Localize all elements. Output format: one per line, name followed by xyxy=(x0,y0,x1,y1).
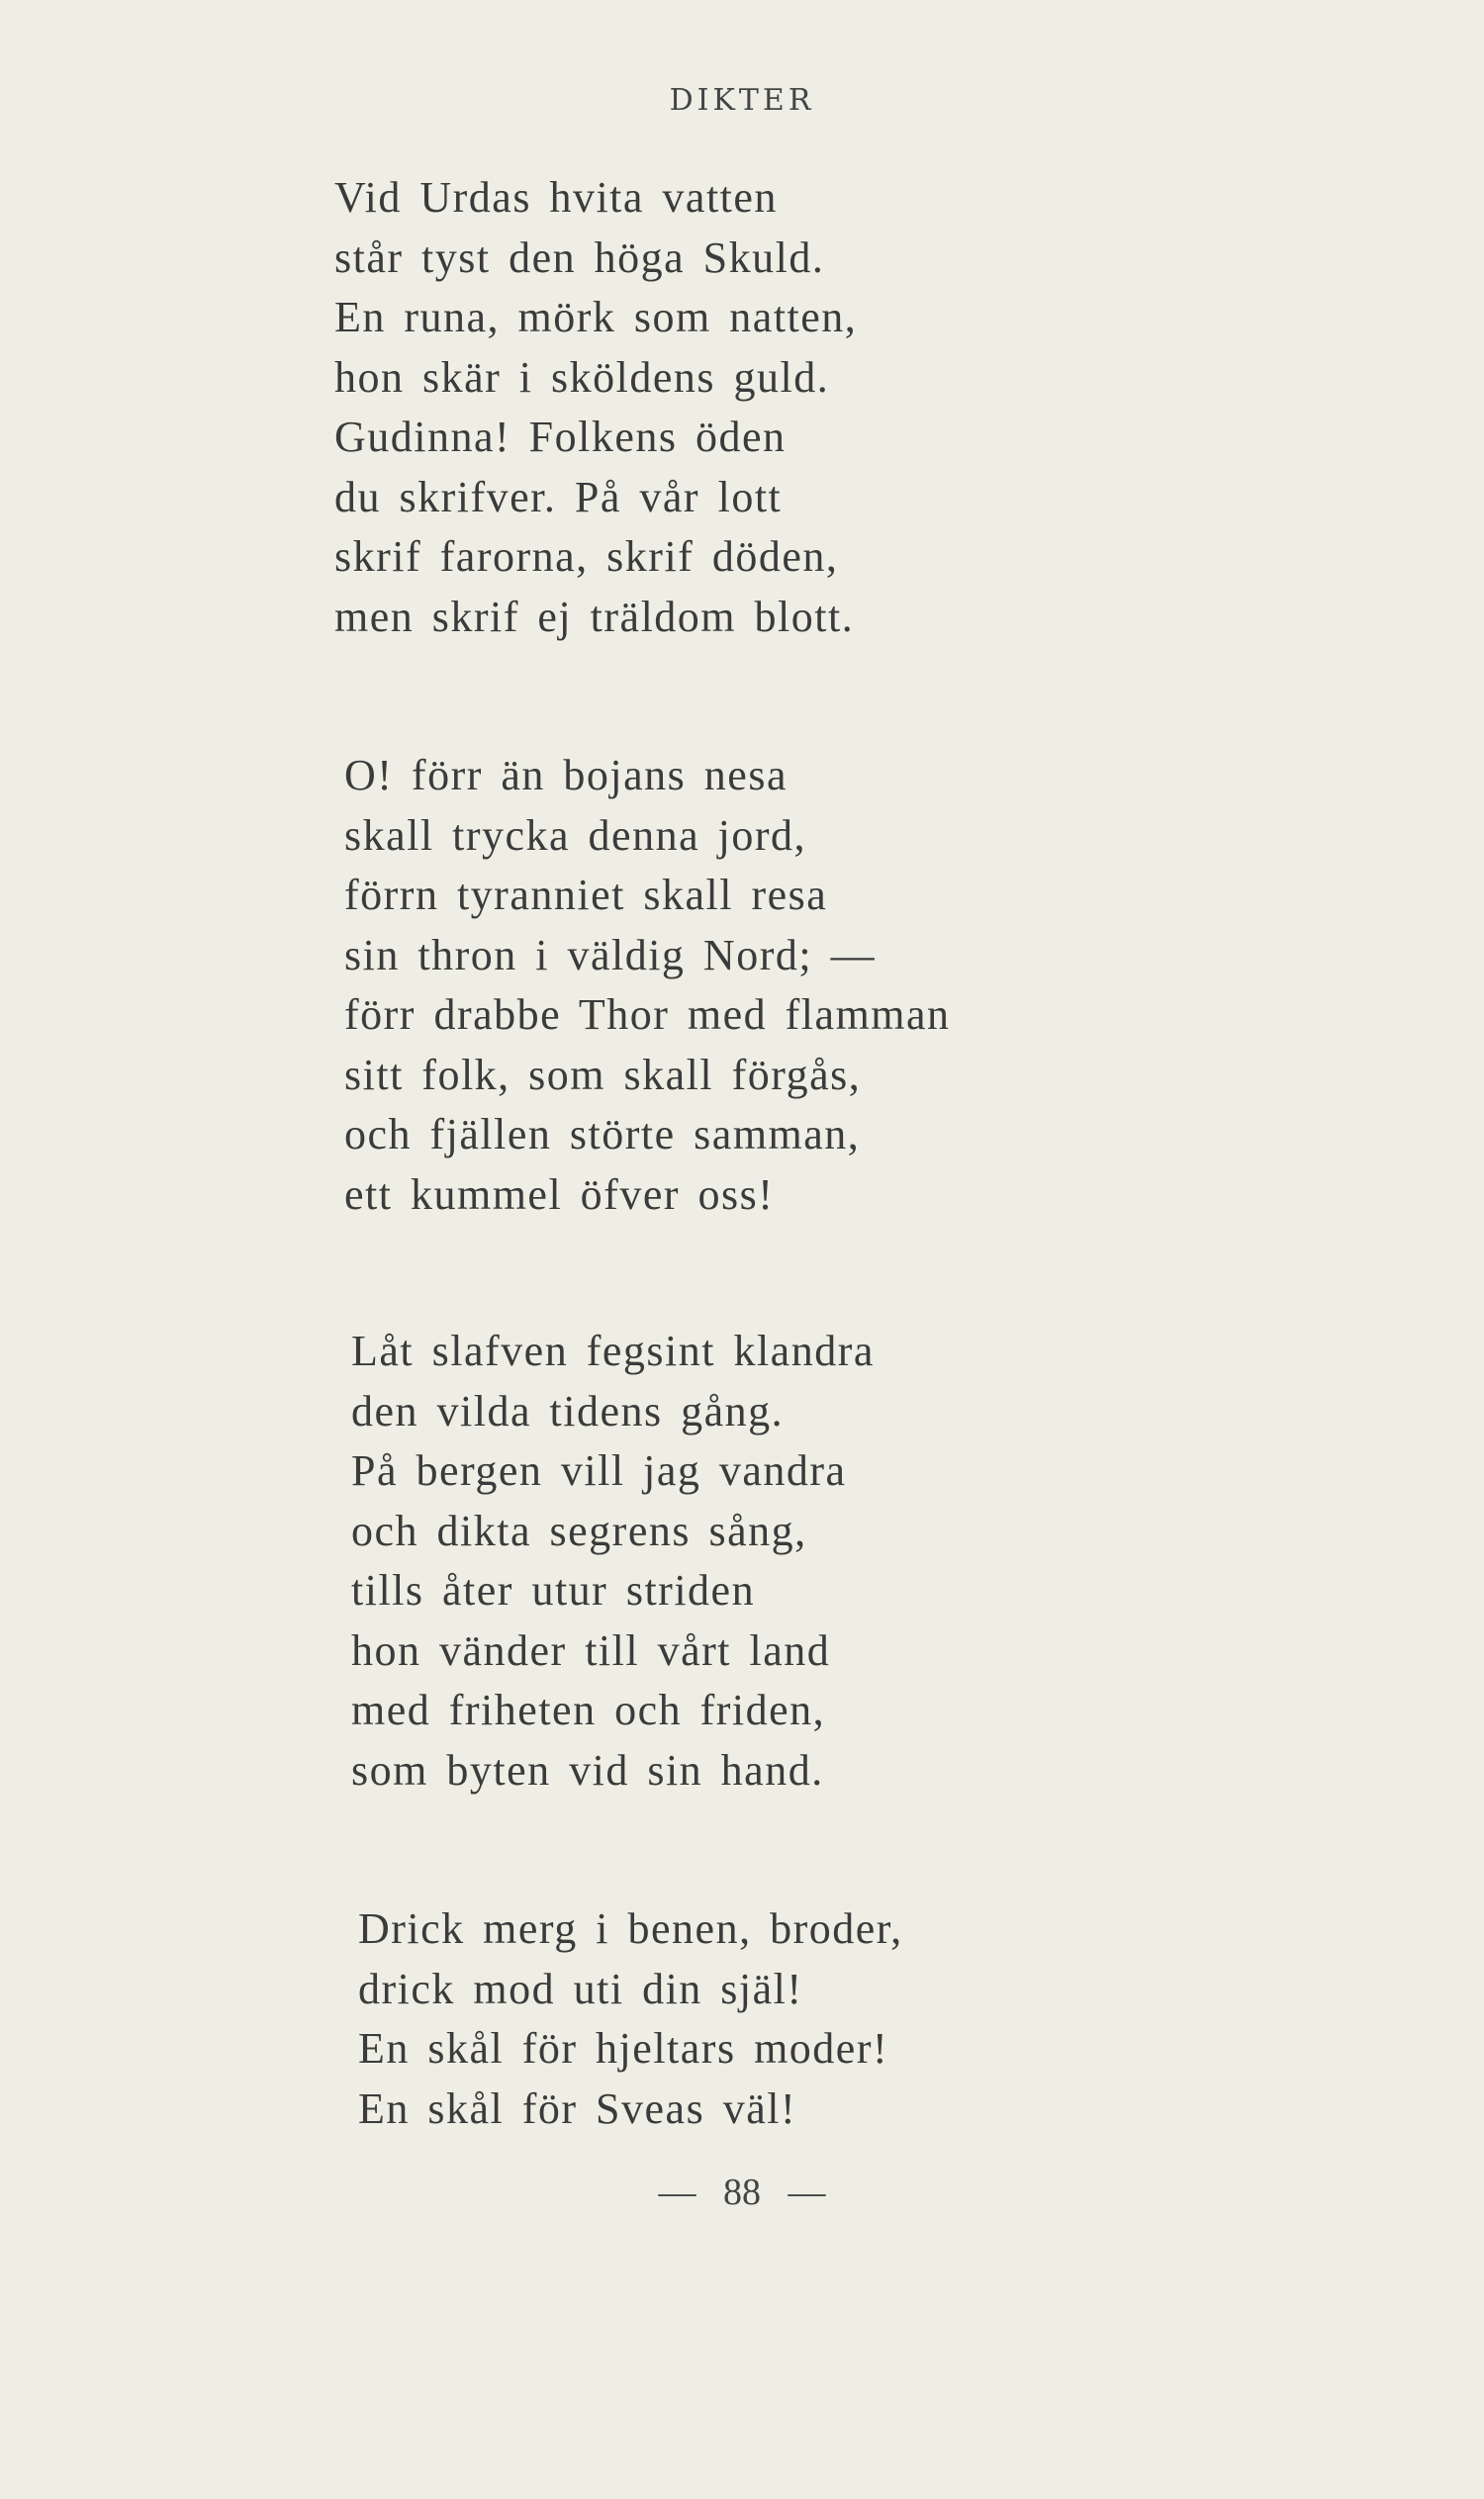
verse-line: ett kummel öfver oss! xyxy=(344,1169,775,1219)
verse-line: skall trycka denna jord, xyxy=(344,810,806,860)
verse-line: sitt folk, som skall förgås, xyxy=(344,1050,862,1099)
verse-line: En runa, mörk som natten, xyxy=(334,293,858,341)
verse-line: förrn tyranniet skall resa xyxy=(344,871,828,919)
verse-line: sin thron i väldig Nord; — xyxy=(344,930,877,979)
stanza xyxy=(334,168,857,647)
verse-line: men skrif ej träldom blott. xyxy=(334,592,855,641)
verse-line: Drick merg i benen, broder, xyxy=(358,1904,903,1953)
stanza xyxy=(351,1322,875,1801)
verse-line: O! förr än bojans nesa xyxy=(344,751,788,799)
verse-line: skrif farorna, skrif döden, xyxy=(334,532,839,581)
verse-line: En skål för hjeltars moder! xyxy=(358,2024,889,2073)
page-number: — 88 — xyxy=(658,2172,826,2213)
stanza xyxy=(358,1899,903,2139)
verse-line: tills åter utur striden xyxy=(351,1566,756,1615)
running-header: DIKTER xyxy=(669,83,815,118)
stanza xyxy=(344,746,951,1225)
verse-line: och fjällen störte samman, xyxy=(344,1110,861,1158)
verse-line: Låt slafven fegsint klandra xyxy=(351,1327,875,1375)
verse-line: På bergen vill jag vandra xyxy=(351,1446,847,1495)
verse-line: En skål för Sveas väl! xyxy=(358,2083,797,2133)
verse-line: Vid Urdas hvita vatten xyxy=(334,173,778,222)
verse-line: drick mod uti din själ! xyxy=(358,1964,803,2013)
verse-line: du skrifver. På vår lott xyxy=(334,472,783,521)
verse-line: står tyst den höga Skuld. xyxy=(334,232,825,282)
verse-line: och dikta segrens sång, xyxy=(351,1506,807,1555)
verse-line: hon vänder till vårt land xyxy=(351,1625,831,1675)
verse-line: förr drabbe Thor med flamman xyxy=(344,990,951,1039)
verse-line: hon skär i sköldens guld. xyxy=(334,352,830,402)
verse-line: Gudinna! Folkens öden xyxy=(334,413,787,461)
verse-line: den vilda tidens gång. xyxy=(351,1386,785,1435)
verse-line: som byten vid sin hand. xyxy=(351,1745,824,1795)
verse-line: med friheten och friden, xyxy=(351,1686,826,1734)
